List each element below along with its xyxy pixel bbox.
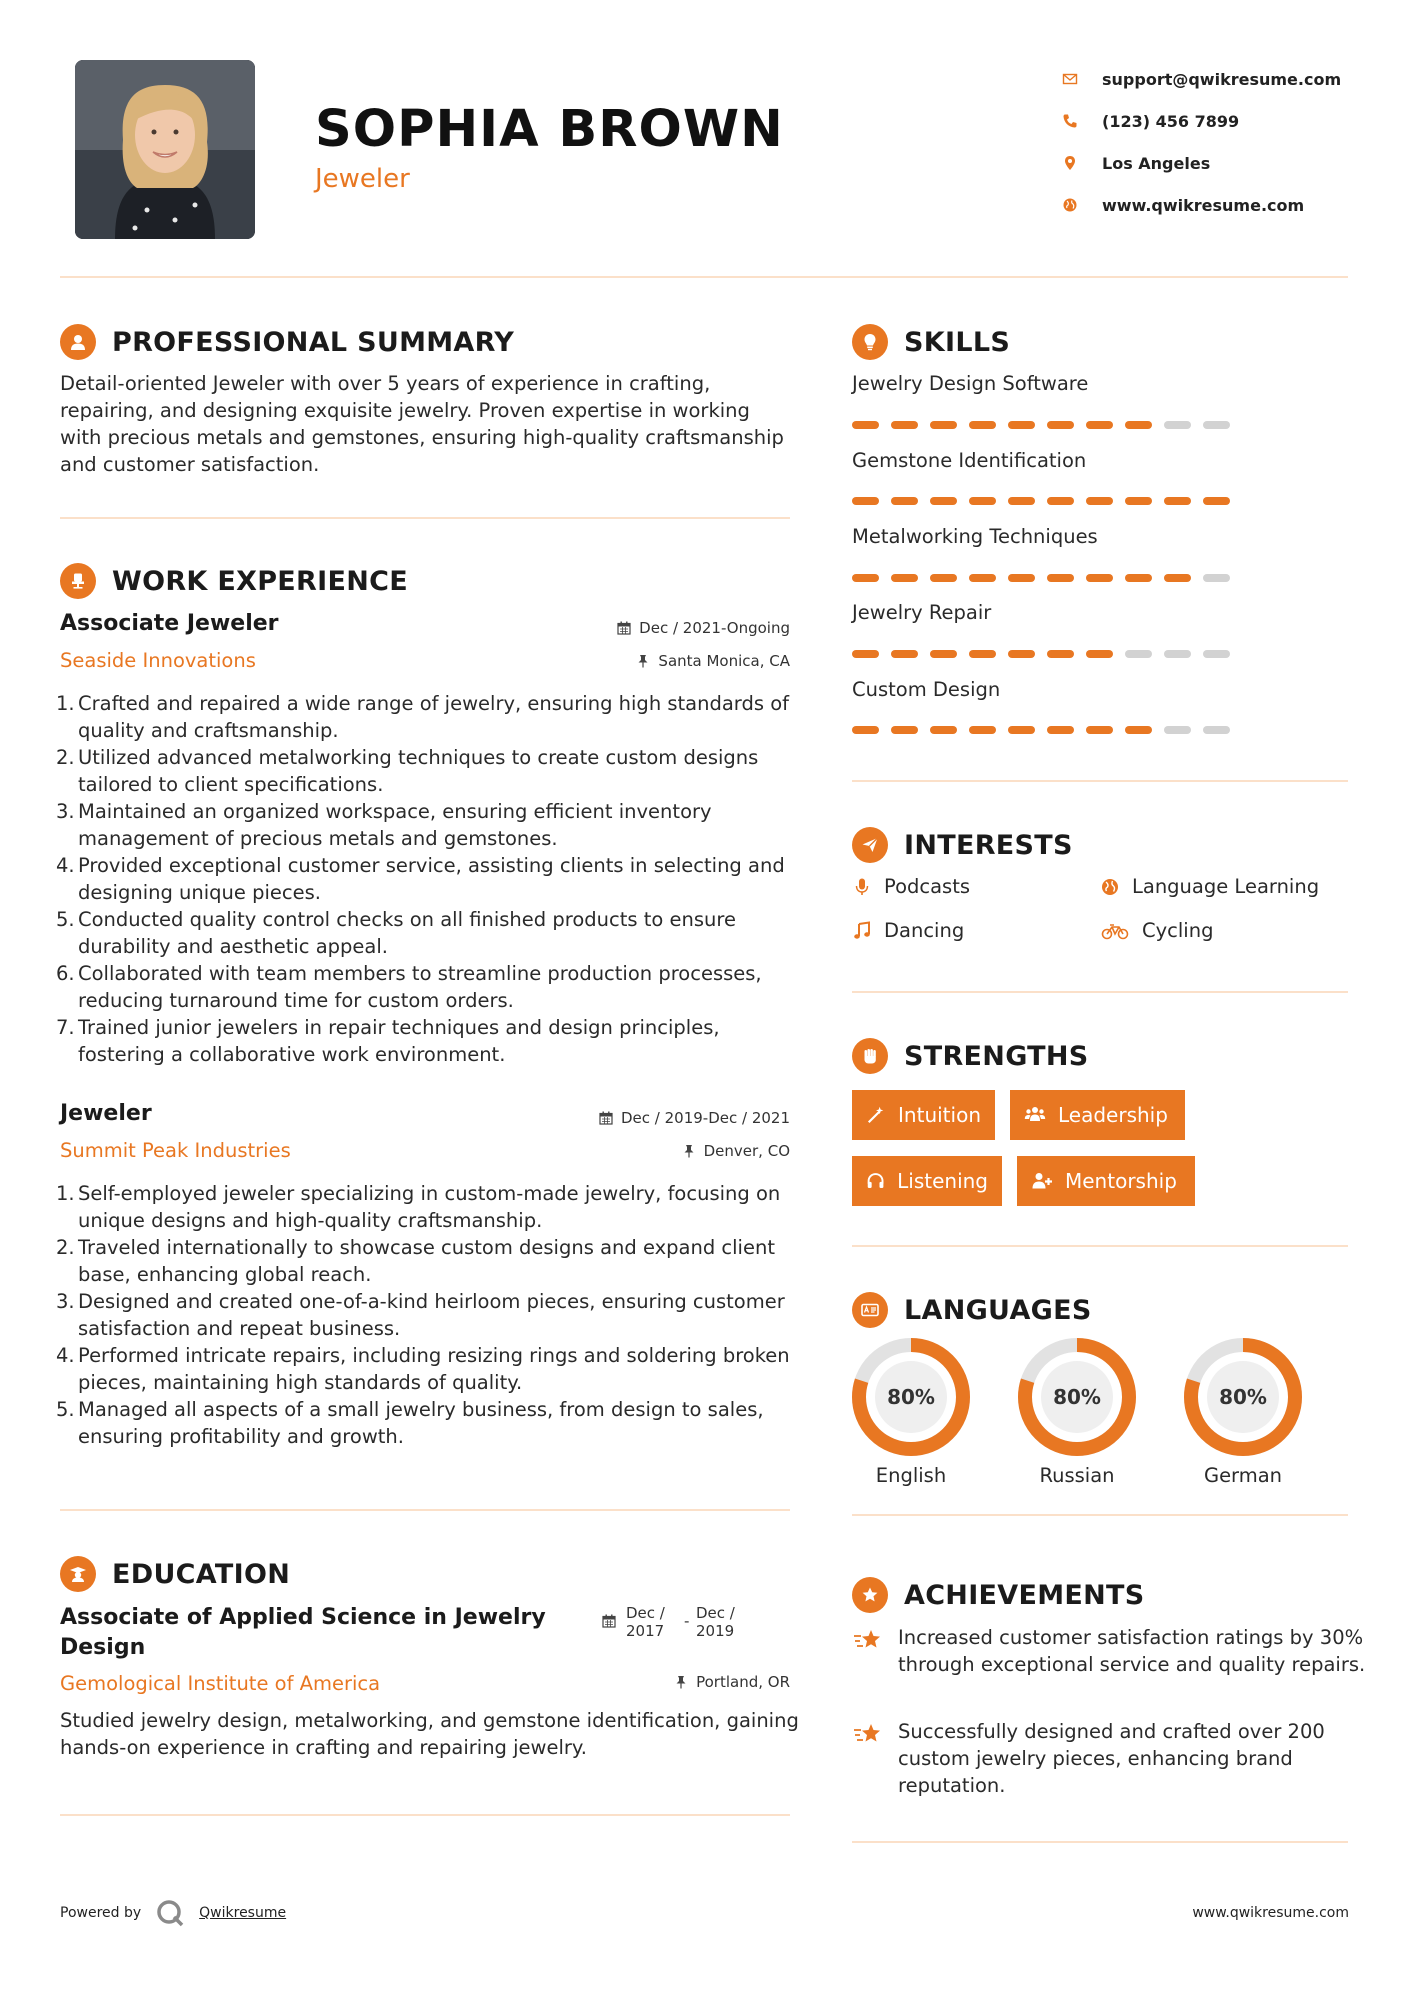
strength-intuition	[852, 1090, 995, 1140]
interest-label: Language Learning	[1132, 875, 1320, 898]
achievements-header	[852, 1577, 1145, 1613]
list-item: 1. Crafted and repaired a wide range of jewelry, ensuring high standards of quality and craftsmanship.	[56, 692, 790, 742]
languages-title: LANGUAGES	[904, 1294, 1092, 1326]
skill-dash-filled	[1125, 421, 1152, 429]
skill-dash-filled	[1008, 497, 1035, 505]
header-divider	[60, 276, 1348, 278]
skill-dash-filled	[969, 726, 996, 734]
strength-leadership	[1010, 1090, 1185, 1140]
skill-dash-filled	[1008, 421, 1035, 429]
skill-dash-filled	[969, 421, 996, 429]
skill-dash-empty	[1203, 650, 1230, 658]
contact-location-text: Los Angeles	[1102, 153, 1211, 173]
footer-website[interactable]: www.qwikresume.com	[1192, 1905, 1349, 1921]
contact-phone[interactable]	[1062, 100, 1392, 142]
skill-dash-filled	[1086, 726, 1113, 734]
skill-dash-filled	[930, 574, 957, 582]
strengths-header	[852, 1038, 1089, 1074]
qwikresume-link[interactable]: Qwikresume	[199, 1905, 287, 1921]
experience-divider	[60, 1509, 790, 1511]
job-2-date-text: Dec / 2019-Dec / 2021	[621, 1109, 790, 1127]
profile-photo	[75, 60, 255, 239]
skill-dash-filled	[1125, 497, 1152, 505]
summary-divider	[60, 517, 790, 519]
skill-dash-empty	[1164, 726, 1191, 734]
contact-website-text: www.qwikresume.com	[1102, 195, 1305, 215]
achievements-title: ACHIEVEMENTS	[904, 1579, 1145, 1611]
date-separator: -	[684, 1612, 690, 1630]
skill-dash-empty	[1164, 421, 1191, 429]
job-2-location-text: Denver, CO	[703, 1142, 790, 1160]
education-dates	[602, 1604, 754, 1640]
skill-dash-filled	[891, 574, 918, 582]
contact-location	[1062, 142, 1392, 184]
skill-dash-filled	[930, 650, 957, 658]
list-item: 3. Designed and created one-of-a-kind heirloom pieces, ensuring customer satisfaction and repeat business.	[56, 1290, 785, 1340]
job-1-date	[500, 619, 790, 637]
language-gauge	[1182, 1336, 1304, 1458]
job-1-date-text: Dec / 2021-Ongoing	[639, 619, 790, 637]
skill-2-name: Gemstone Identification	[852, 449, 1087, 472]
globe-icon	[1100, 877, 1120, 897]
skill-dash-filled	[852, 421, 879, 429]
language-label: English	[875, 1464, 947, 1487]
candidate-role: Jeweler	[315, 164, 410, 194]
job-1-title: Associate Jeweler	[60, 611, 279, 636]
education-text: Studied jewelry design, metalworking, and gemstone identification, gaining hands-on experience in crafting and repairing jewelry.	[60, 1709, 799, 1759]
skill-dash-filled	[1086, 650, 1113, 658]
briefcase-chair-icon	[60, 563, 96, 599]
phone-icon	[1062, 113, 1102, 129]
user-icon	[60, 324, 96, 360]
map-pin-icon	[1062, 155, 1102, 171]
pushpin-icon	[682, 1144, 696, 1158]
skill-dash-filled	[1086, 497, 1113, 505]
skill-dash-filled	[1164, 497, 1191, 505]
skill-dash-filled	[1008, 574, 1035, 582]
skills-header	[852, 324, 1010, 360]
interest-cycling	[1100, 919, 1213, 942]
strengths-title: STRENGTHS	[904, 1040, 1089, 1072]
language-label: German	[1203, 1464, 1283, 1487]
language-label: Russian	[1039, 1464, 1115, 1487]
list-item: 5. Conducted quality control checks on all finished products to ensure durability and aesthetic appeal.	[56, 908, 736, 958]
paper-plane-icon	[852, 827, 888, 863]
list-item: 1. Self-employed jeweler specializing in custom-made jewelry, focusing on unique designs and high-quality craftsmanship.	[56, 1182, 781, 1232]
interest-label: Cycling	[1142, 919, 1214, 942]
summary-text: Detail-oriented Jeweler with over 5 years of experience in crafting, repairing, and designing exquisite jewelry. Proven expertise in working with precious metals and gemstones, ensuring high-quality craftsmanship and customer satisfaction.	[60, 372, 784, 476]
language-card-icon	[852, 1292, 888, 1328]
skill-dash-empty	[1203, 574, 1230, 582]
language-german	[1182, 1336, 1304, 1487]
skill-dash-filled	[1086, 421, 1113, 429]
interests-header	[852, 827, 1073, 863]
skill-dash-filled	[969, 497, 996, 505]
skills-title: SKILLS	[904, 326, 1011, 358]
job-2-date	[500, 1109, 790, 1127]
list-item: 3. Maintained an organized workspace, ensuring efficient inventory management of precious metals and gemstones.	[56, 800, 712, 850]
job-1-company: Seaside Innovations	[60, 649, 256, 672]
skill-dash-filled	[1203, 497, 1230, 505]
education-location	[500, 1673, 790, 1691]
skill-4-name: Jewelry Repair	[852, 601, 992, 624]
skill-dash-filled	[1164, 574, 1191, 582]
globe-icon	[1062, 197, 1102, 213]
calendar-icon	[617, 621, 631, 635]
list-item: 2. Traveled internationally to showcase custom designs and expand client base, enhancing global reach.	[56, 1236, 775, 1286]
skill-dash-filled	[1047, 497, 1074, 505]
interests-title: INTERESTS	[904, 829, 1073, 861]
skill-1-name: Jewelry Design Software	[852, 372, 1089, 395]
job-1-location	[500, 652, 790, 670]
summary-title: PROFESSIONAL SUMMARY	[112, 326, 515, 358]
skills-divider	[852, 780, 1348, 782]
interest-podcasts	[852, 875, 970, 898]
experience-header	[60, 563, 408, 599]
skill-dash-filled	[1047, 574, 1074, 582]
education-divider	[60, 1814, 790, 1816]
users-icon	[1024, 1104, 1046, 1126]
pushpin-icon	[636, 654, 650, 668]
skill-dash-empty	[1164, 650, 1191, 658]
contact-list	[1062, 58, 1392, 226]
graduate-icon	[60, 1556, 96, 1592]
skill-dash-filled	[969, 574, 996, 582]
education-date-start: Dec / 2017	[626, 1604, 665, 1640]
achievement-1	[852, 1624, 1372, 1678]
interest-label: Dancing	[884, 919, 965, 942]
calendar-icon	[602, 1614, 616, 1628]
skill-dash-filled	[891, 726, 918, 734]
achievement-text: Successfully designed and crafted over 200 custom jewelry pieces, enhancing brand reputation.	[898, 1720, 1325, 1797]
gauge-percent-text: 80%	[1053, 1385, 1101, 1409]
experience-title: WORK EXPERIENCE	[112, 565, 408, 597]
footer-powered-by	[60, 1898, 286, 1928]
skill-dash-filled	[852, 726, 879, 734]
magic-wand-icon	[866, 1104, 886, 1126]
skill-dash-filled	[969, 650, 996, 658]
skill-dash-empty	[1125, 650, 1152, 658]
shooting-star-icon	[852, 1626, 884, 1656]
job-1-location-text: Santa Monica, CA	[658, 652, 790, 670]
raised-fist-icon	[852, 1038, 888, 1074]
job-2-title: Jeweler	[60, 1101, 152, 1126]
job-2-location	[500, 1142, 790, 1160]
skill-dash-filled	[930, 497, 957, 505]
strength-label: Listening	[897, 1169, 988, 1193]
education-location-text: Portland, OR	[696, 1673, 790, 1691]
skill-dash-empty	[1203, 726, 1230, 734]
skill-dash-filled	[1047, 726, 1074, 734]
list-item: 7. Trained junior jewelers in repair techniques and design principles, fostering a collaborative work environment.	[56, 1016, 720, 1066]
strength-label: Leadership	[1058, 1103, 1168, 1127]
skill-dash-empty	[1203, 421, 1230, 429]
skill-dash-filled	[891, 497, 918, 505]
skill-dash-filled	[1125, 726, 1152, 734]
language-russian	[1016, 1336, 1138, 1487]
job-2-bullets	[56, 1180, 800, 1450]
interest-label: Podcasts	[884, 875, 971, 898]
calendar-icon	[599, 1111, 613, 1125]
education-header	[60, 1556, 290, 1592]
list-item: 4. Performed intricate repairs, including resizing rings and soldering broken pieces, maintaining high standards of quality.	[56, 1344, 790, 1394]
languages-header	[852, 1292, 1092, 1328]
skill-dash-filled	[852, 497, 879, 505]
skill-dash-filled	[930, 421, 957, 429]
powered-by-text: Powered by	[60, 1905, 142, 1921]
summary-header	[60, 324, 514, 360]
education-school: Gemological Institute of America	[60, 1672, 381, 1695]
lightbulb-icon	[852, 324, 888, 360]
star-badge-icon	[852, 1577, 888, 1613]
language-english	[850, 1336, 972, 1487]
list-item: 4. Provided exceptional customer service, assisting clients in selecting and designing unique pieces.	[56, 854, 785, 904]
strength-mentorship	[1017, 1156, 1195, 1206]
achievement-text: Increased customer satisfaction ratings by 30% through exceptional service and quality repairs.	[898, 1626, 1366, 1676]
music-note-icon	[852, 921, 872, 941]
job-2-company: Summit Peak Industries	[60, 1139, 291, 1162]
contact-phone-text: (123) 456 7899	[1102, 111, 1240, 131]
interests-divider	[852, 991, 1348, 993]
skill-dash-filled	[891, 421, 918, 429]
skill-dash-filled	[1047, 421, 1074, 429]
gauge-percent-text: 80%	[887, 1385, 935, 1409]
achievement-2	[852, 1718, 1372, 1799]
bicycle-icon	[1100, 921, 1130, 941]
interest-dancing	[852, 919, 964, 942]
contact-email-text: support@qwikresume.com	[1102, 69, 1342, 89]
skill-dash-filled	[852, 574, 879, 582]
skill-dash-filled	[930, 726, 957, 734]
job-1-bullets	[56, 690, 800, 1068]
pushpin-icon	[674, 1675, 688, 1689]
skill-dash-filled	[1125, 574, 1152, 582]
education-degree: Associate of Applied Science in Jewelry Design	[60, 1605, 546, 1660]
contact-email[interactable]	[1062, 58, 1392, 100]
skill-dash-filled	[1086, 574, 1113, 582]
language-gauge	[1016, 1336, 1138, 1458]
achievements-divider	[852, 1841, 1348, 1843]
languages-divider	[852, 1514, 1348, 1516]
skill-dash-filled	[1047, 650, 1074, 658]
education-date-end: Dec / 2019	[696, 1604, 735, 1640]
skill-dash-filled	[891, 650, 918, 658]
skill-dash-filled	[852, 650, 879, 658]
skill-5-name: Custom Design	[852, 678, 1001, 701]
shooting-star-icon	[852, 1720, 884, 1750]
strength-label: Intuition	[898, 1103, 981, 1127]
list-item: 6. Collaborated with team members to streamline production processes, reducing turnaround time for custom orders.	[56, 962, 762, 1012]
education-title: EDUCATION	[112, 1558, 291, 1590]
skill-dash-filled	[1008, 726, 1035, 734]
interest-language-learning	[1100, 875, 1319, 898]
person-portrait-icon	[75, 60, 255, 239]
envelope-icon	[1062, 71, 1102, 87]
headphones-icon	[866, 1170, 885, 1192]
strength-label: Mentorship	[1065, 1169, 1177, 1193]
user-plus-icon	[1031, 1170, 1053, 1192]
language-gauge	[850, 1336, 972, 1458]
list-item: 5. Managed all aspects of a small jewelry business, from design to sales, ensuring profitability and growth.	[56, 1398, 764, 1448]
contact-website[interactable]	[1062, 184, 1392, 226]
skill-dash-filled	[1008, 650, 1035, 658]
skill-3-name: Metalworking Techniques	[852, 525, 1098, 548]
qwikresume-logo-icon	[155, 1898, 185, 1928]
strengths-divider	[852, 1245, 1348, 1247]
strength-listening	[852, 1156, 1002, 1206]
list-item: 2. Utilized advanced metalworking techniques to create custom designs tailored to client specifications.	[56, 746, 759, 796]
microphone-icon	[852, 877, 872, 897]
candidate-name: SOPHIA BROWN	[315, 100, 784, 159]
gauge-percent-text: 80%	[1219, 1385, 1267, 1409]
